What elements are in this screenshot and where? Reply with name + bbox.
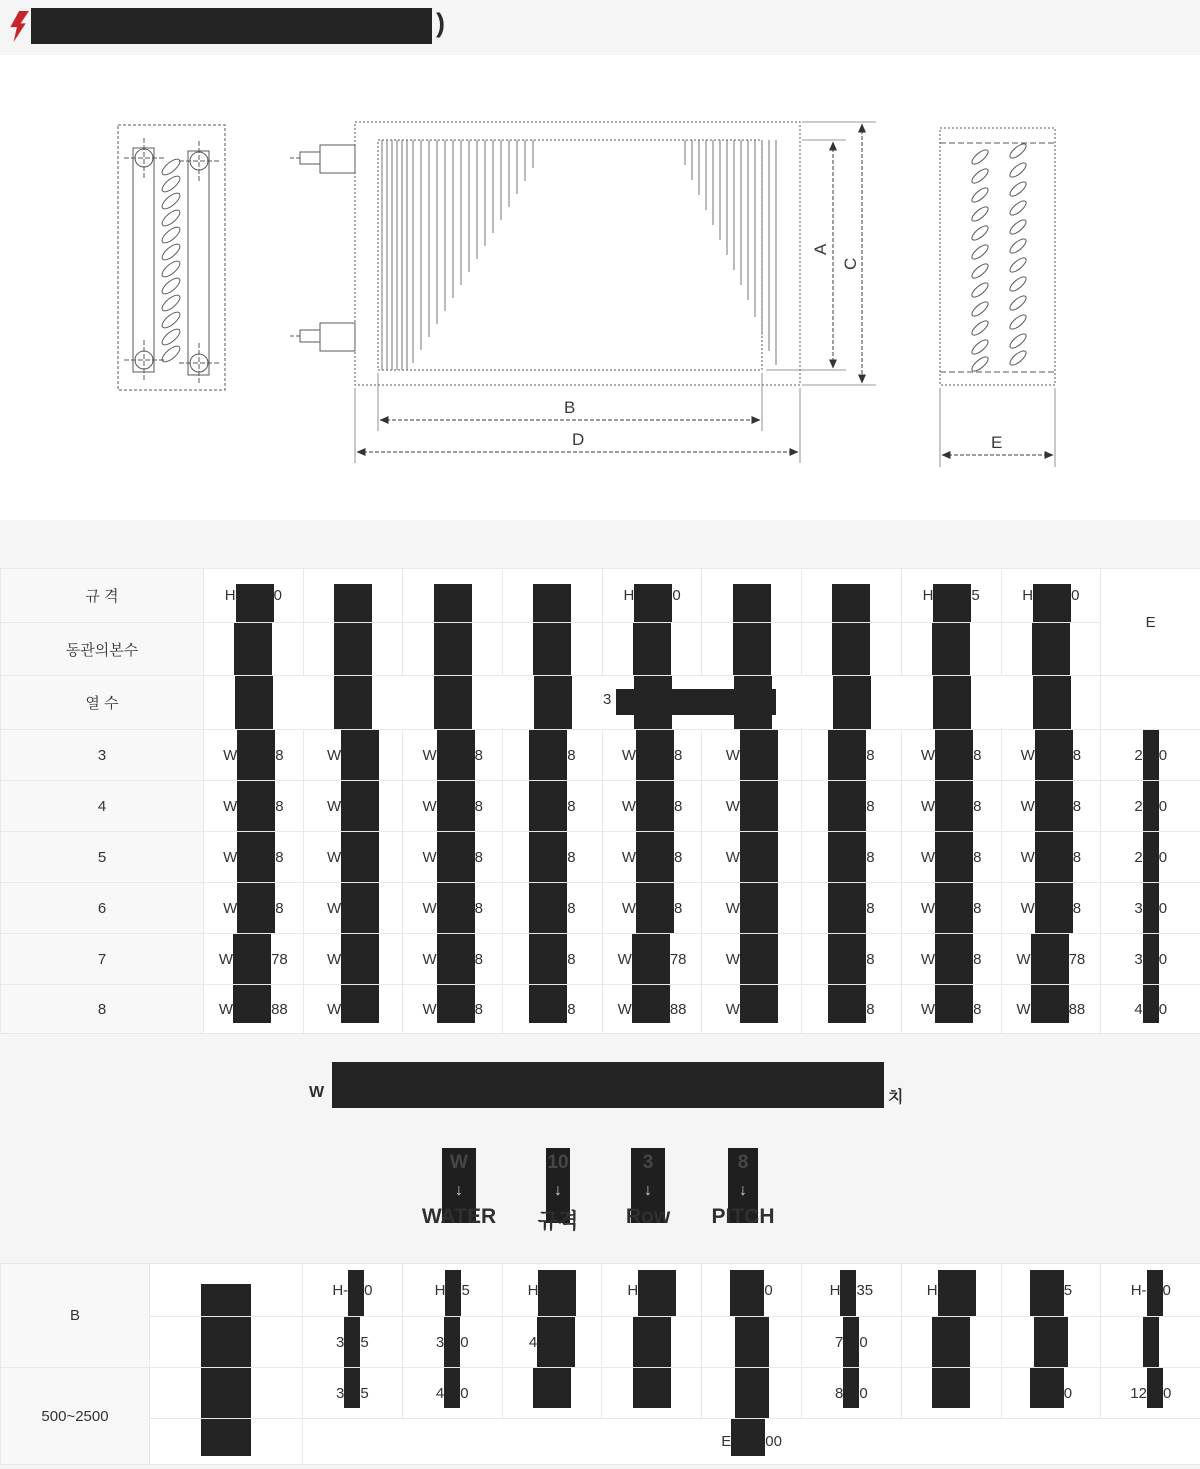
table-row	[1, 1368, 1200, 1419]
redaction-bar	[341, 985, 379, 1023]
cell: 8	[802, 934, 902, 985]
cell	[702, 569, 802, 623]
page-title-suffix: )	[436, 8, 445, 38]
cell: W 78	[204, 934, 304, 985]
redaction-bar	[434, 584, 472, 622]
table-row	[1, 1317, 1200, 1368]
legend-item-row: 3 ↓ Row	[601, 1148, 695, 1240]
cell	[503, 623, 603, 676]
cell: H- 0	[1101, 1264, 1200, 1317]
redaction-bar	[735, 1368, 769, 1418]
table-row	[1, 730, 1200, 781]
redaction-bar	[534, 676, 572, 729]
cell: 8	[503, 883, 603, 934]
redaction-bar	[616, 689, 776, 715]
cell: W 8	[602, 781, 702, 832]
redaction-bar: 10 ↓	[546, 1148, 570, 1223]
redaction-bar	[341, 781, 379, 831]
redaction-bar	[933, 584, 971, 622]
redaction-bar: 8 ↓	[728, 1148, 758, 1223]
redaction-bar	[636, 781, 674, 831]
redaction-bar	[935, 985, 973, 1023]
cell: W 8	[602, 730, 702, 781]
cell	[150, 1317, 303, 1368]
spec-table	[0, 568, 1200, 1034]
redaction-bar	[828, 985, 866, 1023]
cell: H	[901, 1264, 1001, 1317]
cell: H 35	[801, 1264, 901, 1317]
redaction-bar	[828, 934, 866, 984]
redaction-bar	[634, 584, 672, 622]
cell: 8	[802, 883, 902, 934]
redaction-bar	[529, 730, 567, 780]
redaction-bar	[1143, 985, 1159, 1023]
redaction-bar	[533, 1368, 571, 1408]
table-row	[1, 1264, 1200, 1317]
e-header-cell: E	[1101, 569, 1200, 676]
redaction-bar	[740, 934, 778, 984]
redaction-bar	[932, 1368, 970, 1408]
cell: W 8	[403, 832, 503, 883]
row-label-rows: 열 수	[1, 676, 204, 730]
redaction-bar	[437, 883, 475, 933]
table-row	[1, 569, 1200, 623]
redaction-bar	[740, 730, 778, 780]
dim-label-d: D	[572, 430, 585, 449]
cell	[602, 1317, 702, 1368]
model-code-legend	[0, 1148, 1200, 1244]
redaction-bar	[828, 832, 866, 882]
page-title-bar	[0, 4, 1200, 48]
redaction-bar	[935, 832, 973, 882]
range-label-cell: 500~2500	[1, 1368, 150, 1465]
redaction-bar	[538, 1270, 576, 1316]
cell	[1001, 1317, 1101, 1368]
redaction-bar	[843, 1368, 859, 1408]
redaction-bar	[935, 730, 973, 780]
cell	[1001, 623, 1101, 676]
redaction-bar	[201, 1368, 251, 1418]
redaction-bar	[932, 623, 970, 675]
cell: H 5	[901, 569, 1001, 623]
redaction-bar	[201, 1317, 251, 1367]
redaction-bar	[1030, 1270, 1064, 1316]
b-label-cell: B	[1, 1264, 150, 1368]
cell: W	[303, 934, 403, 985]
cell: 5	[1001, 1264, 1101, 1317]
cell: 8	[802, 781, 902, 832]
cell: 4 0	[1101, 985, 1200, 1034]
cell: H 0	[602, 569, 702, 623]
redaction-bar	[840, 1270, 856, 1316]
redaction-bar	[632, 934, 670, 984]
redaction-bar	[237, 883, 275, 933]
redaction-bar	[334, 584, 372, 622]
cell: H	[602, 1264, 702, 1317]
cell: H 5	[402, 1264, 502, 1317]
redaction-bar	[348, 1270, 364, 1316]
cell: W	[702, 832, 802, 883]
down-arrow-icon: ↓	[554, 1182, 562, 1199]
redaction-bar	[832, 623, 870, 675]
row-label: 7	[1, 934, 204, 985]
title-redaction-bar	[31, 8, 432, 44]
cell	[150, 1264, 303, 1317]
redaction-bar	[434, 676, 472, 729]
redaction-bar	[533, 623, 571, 675]
cell: 8	[503, 985, 603, 1034]
redaction-bar	[529, 883, 567, 933]
table-row	[1, 781, 1200, 832]
redaction-bar	[1147, 1270, 1163, 1316]
dimension-table	[0, 1263, 1200, 1465]
cell: 0	[702, 1264, 802, 1317]
redaction-bar: 3 ↓	[631, 1148, 665, 1223]
redaction-bar	[735, 1317, 769, 1367]
cell: 12 0	[1101, 1368, 1200, 1419]
cell: 3 0	[1101, 934, 1200, 985]
cell: W 8	[1001, 730, 1101, 781]
redaction-bar	[233, 934, 271, 984]
cell: W	[702, 985, 802, 1034]
cell: W 8	[901, 985, 1001, 1034]
cell: W 8	[901, 934, 1001, 985]
cell	[403, 623, 503, 676]
cell: W 78	[1001, 934, 1101, 985]
redaction-bar	[740, 985, 778, 1023]
cell	[901, 623, 1001, 676]
redaction-bar	[537, 1317, 575, 1367]
cell	[802, 569, 902, 623]
redaction-bar	[932, 1317, 970, 1367]
redaction-bar	[935, 934, 973, 984]
cell: W	[702, 883, 802, 934]
cell	[303, 623, 403, 676]
redaction-bar	[1143, 832, 1159, 882]
table-row	[1, 985, 1200, 1034]
redaction-bar	[1035, 781, 1073, 831]
redaction-bar	[633, 623, 671, 675]
redaction-bar	[533, 584, 571, 622]
cell: W 8	[204, 781, 304, 832]
redaction-bar	[1143, 781, 1159, 831]
down-arrow-icon: ↓	[455, 1182, 463, 1199]
row-label-spec: 규 격	[1, 569, 204, 623]
footnote-line	[0, 1062, 1200, 1110]
redaction-bar	[529, 934, 567, 984]
redaction-bar	[1143, 934, 1159, 984]
cell: 4	[502, 1317, 602, 1368]
cell	[901, 1368, 1001, 1419]
cell: 3 5	[303, 1368, 403, 1419]
redaction-bar	[843, 1317, 859, 1367]
note-redaction-bar	[332, 1062, 884, 1108]
redaction-bar	[733, 623, 771, 675]
cell	[1101, 676, 1200, 730]
redaction-bar	[828, 883, 866, 933]
cell: W 8	[602, 883, 702, 934]
redaction-bar	[633, 1317, 671, 1367]
redaction-bar	[933, 676, 971, 729]
redaction-bar	[632, 985, 670, 1023]
redaction-bar	[828, 730, 866, 780]
cell: H 0	[204, 569, 304, 623]
row-label: 4	[1, 781, 204, 832]
cell: W 8	[403, 934, 503, 985]
cell	[1101, 1317, 1200, 1368]
cell: 7 0	[801, 1317, 901, 1368]
redaction-bar	[1035, 730, 1073, 780]
row-count-merged-cell	[204, 676, 1101, 730]
cell: W	[303, 883, 403, 934]
cell	[150, 1368, 303, 1419]
redaction-bar	[938, 1270, 976, 1316]
redaction-bar	[437, 832, 475, 882]
redaction-bar	[341, 934, 379, 984]
redaction-bar	[1143, 1317, 1159, 1367]
cell: W 8	[204, 730, 304, 781]
legend-item-pitch: 8 ↓ PITCH	[696, 1148, 790, 1240]
cell: 8	[802, 730, 902, 781]
cell: 8	[802, 985, 902, 1034]
redaction-bar	[1034, 1317, 1068, 1367]
cell: 8	[802, 832, 902, 883]
cell: W	[702, 730, 802, 781]
redaction-bar	[434, 623, 472, 675]
table-row	[1, 934, 1200, 985]
cell	[901, 1317, 1001, 1368]
cell: W	[702, 934, 802, 985]
cell: W 8	[204, 832, 304, 883]
cell: 4 0	[402, 1368, 502, 1419]
redaction-bar	[740, 883, 778, 933]
redaction-bar	[341, 883, 379, 933]
redaction-bar	[935, 781, 973, 831]
redaction-bar	[638, 1270, 676, 1316]
redaction-bar	[341, 832, 379, 882]
note-prefix: W	[309, 1084, 325, 1101]
redaction-bar	[1030, 1368, 1064, 1408]
cell: W 8	[901, 730, 1001, 781]
coil-drawing	[0, 55, 1200, 520]
note-suffix: 치	[888, 1089, 904, 1106]
cell: W	[702, 781, 802, 832]
row-label: 5	[1, 832, 204, 883]
dim-label-a: A	[811, 243, 830, 255]
table-row	[1, 883, 1200, 934]
redaction-bar	[828, 781, 866, 831]
cell: W 8	[204, 883, 304, 934]
redaction-bar	[444, 1317, 460, 1367]
table-row	[1, 676, 1200, 730]
cell	[502, 1368, 602, 1419]
row-label: 6	[1, 883, 204, 934]
cell: W	[303, 781, 403, 832]
cell: 0	[1001, 1368, 1101, 1419]
redaction-bar	[201, 1419, 251, 1456]
redaction-bar	[1031, 934, 1069, 984]
redaction-bar	[935, 883, 973, 933]
redaction-bar	[237, 730, 275, 780]
redaction-bar	[1143, 883, 1159, 933]
cell: H- 0	[303, 1264, 403, 1317]
cell: 8	[503, 730, 603, 781]
redaction-bar	[1031, 985, 1069, 1023]
redaction-bar	[636, 832, 674, 882]
redaction-bar	[1035, 883, 1073, 933]
cell: W 8	[403, 985, 503, 1034]
cell: W 8	[1001, 832, 1101, 883]
redaction-bar	[636, 883, 674, 933]
dim-label-c: C	[841, 257, 860, 270]
cell: W 8	[1001, 781, 1101, 832]
redaction-bar	[334, 623, 372, 675]
cell: 2 0	[1101, 781, 1200, 832]
redaction-bar	[341, 730, 379, 780]
cell: W 8	[602, 832, 702, 883]
redaction-bar	[1035, 832, 1073, 882]
cell: 8	[503, 832, 603, 883]
table-row	[1, 623, 1200, 676]
cell	[702, 1368, 802, 1419]
cell: W 88	[204, 985, 304, 1034]
cell: 3 0	[1101, 883, 1200, 934]
down-arrow-icon: ↓	[739, 1182, 747, 1199]
redaction-bar	[633, 1368, 671, 1408]
redaction-bar	[234, 623, 272, 675]
cell	[204, 623, 304, 676]
cell: W 88	[1001, 985, 1101, 1034]
cell: W	[303, 985, 403, 1034]
technical-drawing-panel	[0, 55, 1200, 520]
cell: 8	[503, 781, 603, 832]
redaction-bar	[740, 781, 778, 831]
red-bolt-icon	[7, 11, 29, 42]
cell	[802, 623, 902, 676]
redaction-bar	[444, 1368, 460, 1408]
redaction-bar: W ↓	[442, 1148, 476, 1223]
cell	[150, 1419, 303, 1465]
dim-label-e: E	[991, 433, 1003, 452]
cell: W 8	[403, 883, 503, 934]
down-arrow-icon: ↓	[644, 1182, 652, 1199]
cell: 2 0	[1101, 730, 1200, 781]
redaction-bar	[636, 730, 674, 780]
redaction-bar	[445, 1270, 461, 1316]
redaction-bar	[437, 985, 475, 1023]
cell: H	[502, 1264, 602, 1317]
redaction-bar	[1147, 1368, 1163, 1408]
cell	[303, 569, 403, 623]
redaction-bar	[733, 584, 771, 622]
cell: W 8	[403, 730, 503, 781]
redaction-bar	[1143, 730, 1159, 780]
cell	[602, 623, 702, 676]
redaction-bar	[529, 985, 567, 1023]
redaction-bar	[235, 676, 273, 729]
cell: W	[303, 730, 403, 781]
cell: W 8	[901, 832, 1001, 883]
cell	[702, 1317, 802, 1368]
redaction-bar	[237, 832, 275, 882]
redaction-bar	[1033, 584, 1071, 622]
redaction-bar	[529, 832, 567, 882]
redaction-bar	[1033, 676, 1071, 729]
redaction-bar	[344, 1317, 360, 1367]
cell: W 8	[901, 883, 1001, 934]
row-label: 3	[1, 730, 204, 781]
redaction-bar	[1032, 623, 1070, 675]
table-row	[1, 1419, 1200, 1465]
redaction-bar	[832, 584, 870, 622]
row-count-fragment: 3	[603, 691, 612, 708]
redaction-bar	[233, 985, 271, 1023]
redaction-bar	[740, 832, 778, 882]
redaction-bar	[437, 730, 475, 780]
cell	[503, 569, 603, 623]
table-row	[1, 832, 1200, 883]
row-label: 8	[1, 985, 204, 1034]
redaction-bar	[730, 1270, 764, 1316]
cell: 3 0	[402, 1317, 502, 1368]
redaction-bar	[201, 1284, 251, 1316]
legend-item-water: W ↓ WATER	[412, 1148, 506, 1240]
cell: W 78	[602, 934, 702, 985]
redaction-bar	[731, 1419, 765, 1456]
cell: 8 0	[801, 1368, 901, 1419]
cell: W 88	[602, 985, 702, 1034]
bottom-merged-cell: E 00	[303, 1419, 1200, 1465]
cell: W 8	[1001, 883, 1101, 934]
dim-label-b: B	[564, 398, 576, 417]
cell: H 0	[1001, 569, 1101, 623]
cell	[702, 623, 802, 676]
cell	[403, 569, 503, 623]
cell: 3 5	[303, 1317, 403, 1368]
cell: W 8	[901, 781, 1001, 832]
redaction-bar	[344, 1368, 360, 1408]
legend-item-size: 10 ↓ 규격	[511, 1148, 605, 1240]
redaction-bar	[334, 676, 372, 729]
redaction-bar	[437, 781, 475, 831]
cell: 2 0	[1101, 832, 1200, 883]
cell	[602, 1368, 702, 1419]
redaction-bar	[833, 676, 871, 729]
redaction-bar	[237, 781, 275, 831]
redaction-bar	[437, 934, 475, 984]
redaction-bar	[236, 584, 274, 622]
redaction-bar	[529, 781, 567, 831]
cell: 8	[503, 934, 603, 985]
cell: W	[303, 832, 403, 883]
cell: W 8	[403, 781, 503, 832]
row-label-tubes: 동관의본수	[1, 623, 204, 676]
